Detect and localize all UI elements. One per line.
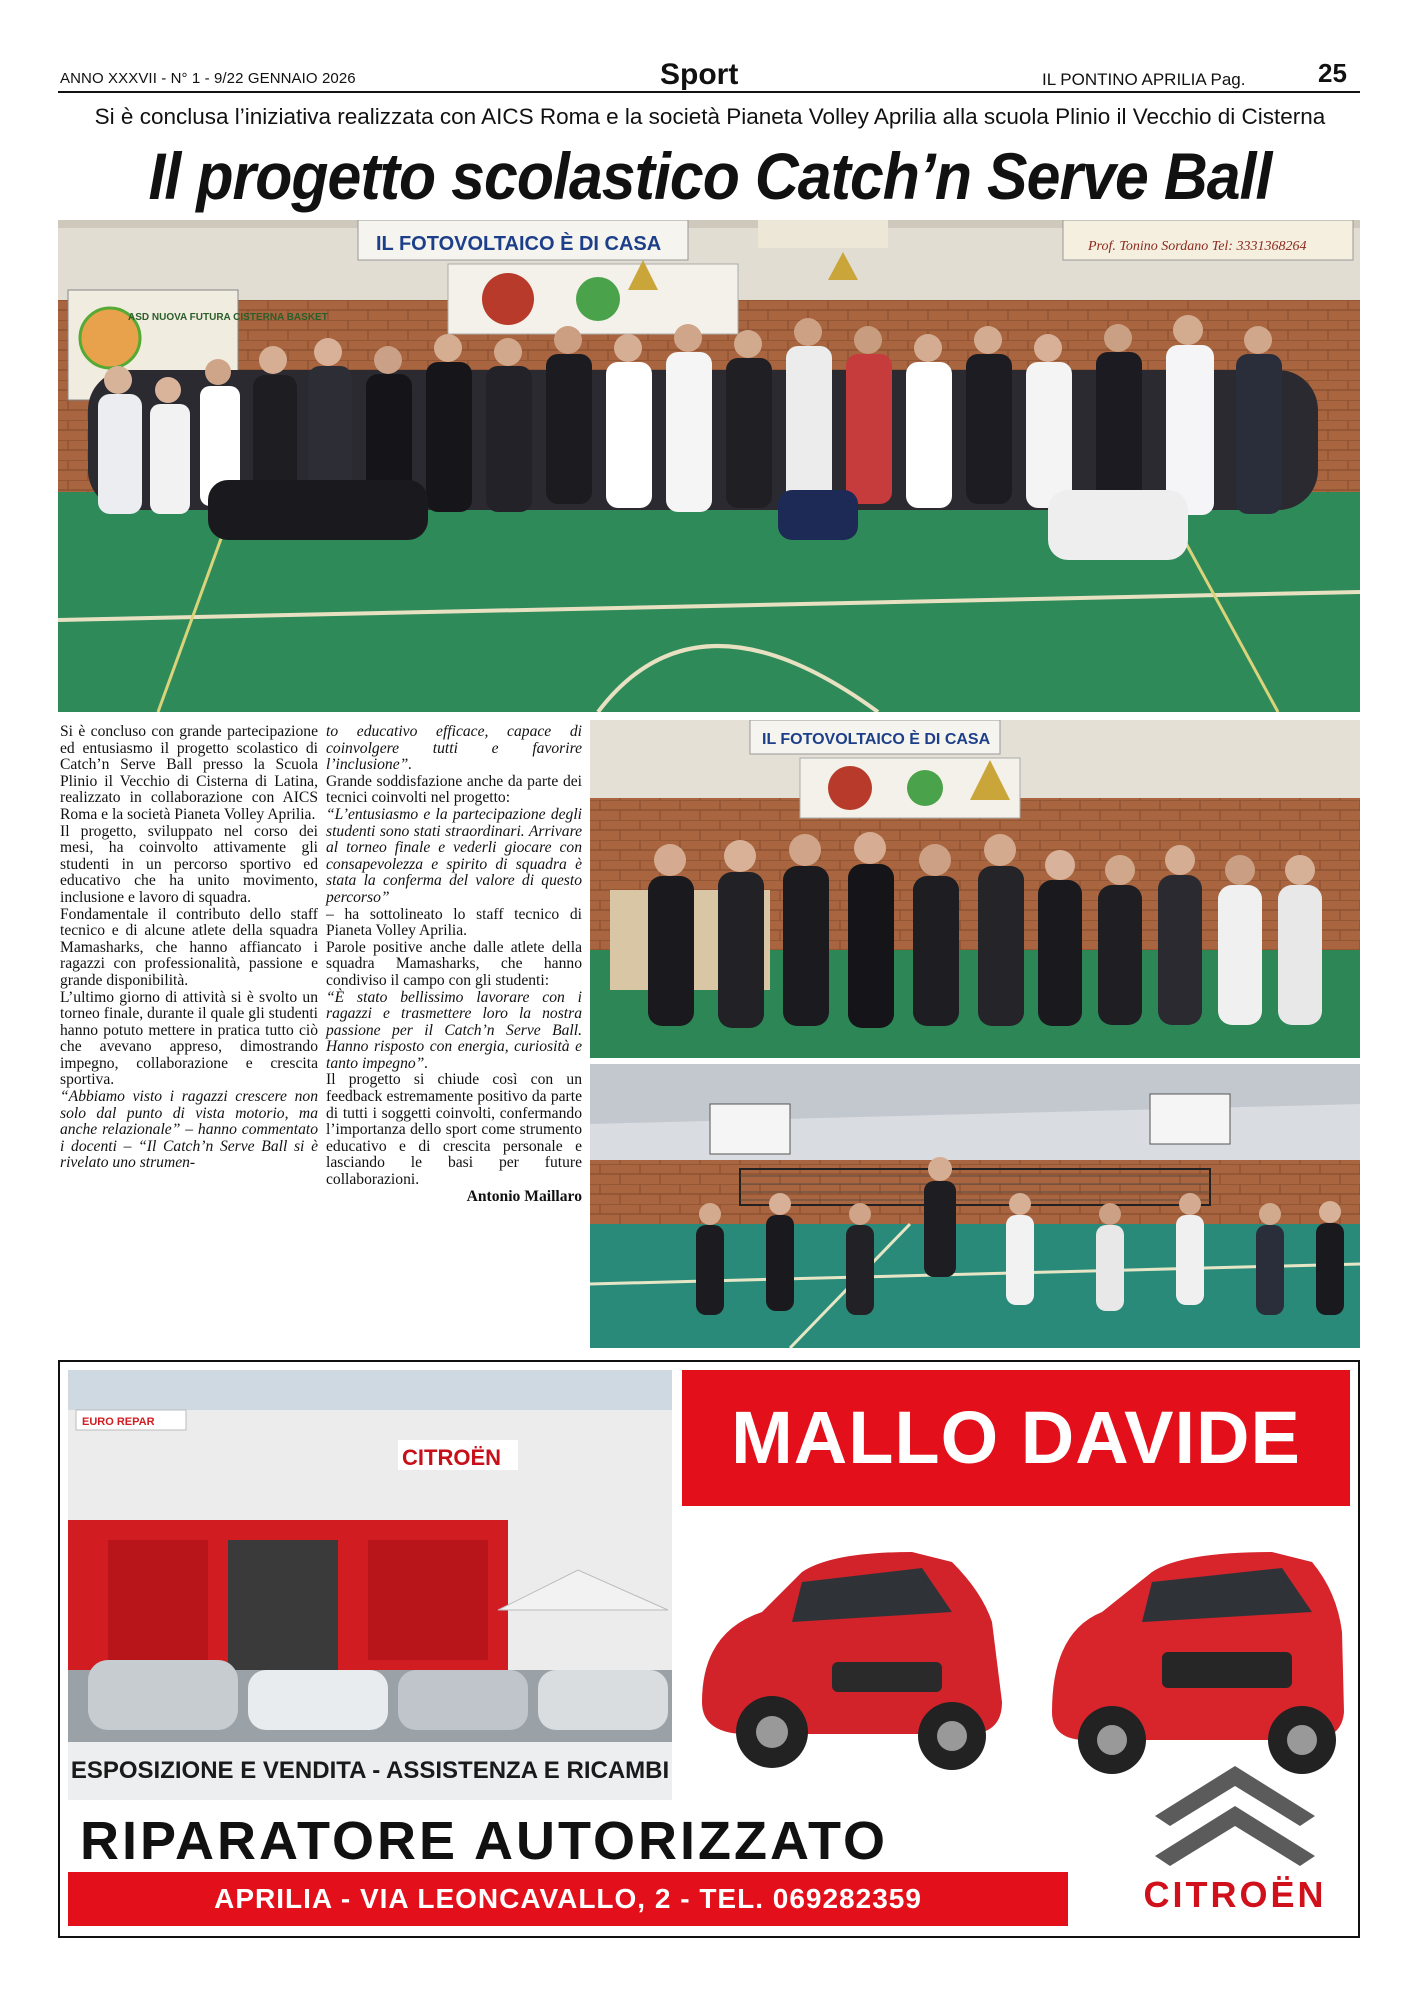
dealer-name: MALLO DAVIDE (731, 1396, 1301, 1479)
article-paragraph: Si è concluso con grande partecipazione ed entusiasmo il progetto scolastico di Catch’n Serve Ball presso la Scuola Plinio il Vecchio di Cisterna di Latina, realizzato in collaborazione con AICS Roma e la società Pianeta Volley Aprilia. (60, 723, 318, 823)
article-quote: “È stato bellissimo lavorare con i ragazzi e trasmettere loro la nostra passione per il Catch’n Serve Ball. Hanno risposto con energia, curiosità e tanto impegno”. (326, 988, 582, 1072)
ad-tagline: RIPARATORE AUTORIZZATO (80, 1811, 888, 1871)
dealer-name-banner (682, 1370, 1350, 1506)
red-car-angle (1052, 1552, 1344, 1774)
issue-info: ANNO XXXVII - N° 1 - 9/22 GENNAIO 2026 (60, 70, 356, 87)
dealership-sign: CITROËN (402, 1445, 501, 1470)
volleyball-game-photo (590, 1064, 1360, 1348)
brand-name: CITROËN (1143, 1874, 1327, 1915)
main-banner-contact: Prof. Tonino Sordano Tel: 3331368264 (1088, 239, 1307, 254)
celebration-photo (590, 720, 1360, 1058)
article-paragraph: Il progetto, sviluppato nel corso dei mesi, ha coinvolto attivamente gli studenti in un percorso sportivo ed educativo che ha unito movimento, inclusione e lavoro di squadra. (60, 822, 318, 906)
red-car-front (702, 1552, 1002, 1770)
article-paragraph: Il progetto si chiude così con un feedback estremamente positivo da parte di tutti i soggetti coinvolti, confermando l’importanza dello sport come strumento educativo e di crescita personale e lasciando le basi per future collaborazioni. (326, 1071, 582, 1189)
article-byline: Antonio Maillaro (466, 1187, 582, 1205)
side-sign: EURO REPAR (82, 1416, 155, 1428)
dealer-advertisement (58, 1360, 1360, 1938)
article-paragraph: – ha sottolineato lo staff tecnico di Pianeta Volley Aprilia. (326, 905, 582, 940)
main-banner-text: IL FOTOVOLTAICO È DI CASA (376, 233, 662, 255)
article-paragraph: Grande soddisfazione anche da parte dei tecnici coinvolti nel progetto: (326, 772, 582, 807)
group-photo (58, 220, 1360, 712)
citroen-logo-icon (1140, 1754, 1330, 1874)
services-text: ESPOSIZIONE E VENDITA - ASSISTENZA E RICAMBI (70, 1757, 670, 1784)
article-quote: to educativo efficace, capace di coinvolgere tutti e favorire l’inclusione”. (326, 723, 582, 774)
services-banner (68, 1742, 672, 1800)
page-number: 25 (1318, 58, 1347, 88)
article-quote: “Abbiamo visto i ragazzi crescere non solo dal punto di vista motorio, ma anche relazionale” – hanno commentato i docenti – “Il Catch’n Serve Ball si è rivelato uno strumen- (60, 1088, 318, 1172)
article-paragraph: L’ultimo giorno di attività si è svolto un torneo finale, durante il quale gli studenti hanno potuto mettere in pratica tutto ciò che avevano appreso, dimostrando impegno, collaborazione e crescita sportiva. (60, 988, 318, 1089)
publication-name: IL PONTINO APRILIA Pag. (1042, 70, 1246, 89)
dealer-address: APRILIA - VIA LEONCAVALLO, 2 - TEL. 069282359 (214, 1883, 922, 1914)
main-banner-club: ASD NUOVA FUTURA CISTERNA BASKET (128, 312, 328, 323)
article-paragraph: Fondamentale il contributo dello staff tecnico e di alcune atlete della squadra Mamasharks, che hanno affiancato i ragazzi con professionalità, passione e grande disponibilità. (60, 905, 318, 989)
photo2-banner-text: IL FOTOVOLTAICO È DI CASA (762, 731, 991, 748)
article-column-2 (326, 724, 582, 1205)
article-quote: “L’entusiasmo e la partecipazione degli studenti sono stati straordinari. Arrivare al torneo finale e vederli giocare con consapevolezza e spirito di squadra è stata la conferma del valore di questo percorso” (326, 805, 582, 906)
article-paragraph: Parole positive anche dalle atlete della squadra Mamasharks, che hanno condiviso il campo con gli studenti: (326, 938, 582, 989)
dealership-photo (68, 1370, 672, 1800)
article-headline: Il progetto scolastico Catch’n Serve Ball (148, 139, 1272, 213)
header-rule (58, 91, 1360, 93)
section-title: Sport (660, 58, 739, 91)
address-banner (68, 1872, 1068, 1926)
article-column-1 (60, 724, 318, 1172)
article-kicker: Si è conclusa l’iniziativa realizzata con AICS Roma e la società Pianeta Volley Aprilia alla scuola Plinio il Vecchio di Cisterna (94, 104, 1326, 129)
